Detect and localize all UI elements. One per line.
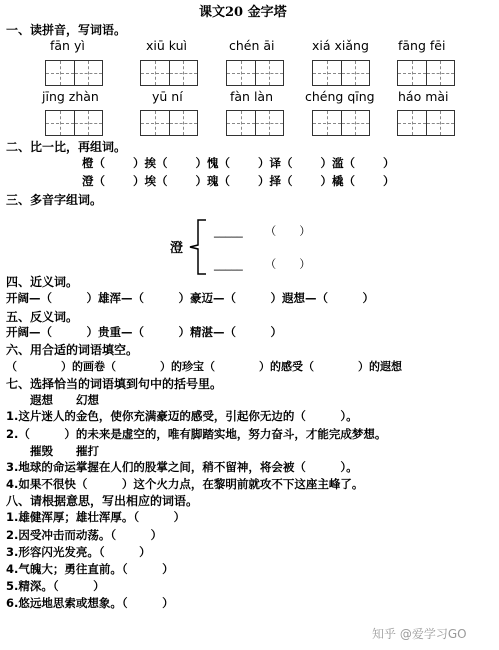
writing-grid[interactable]	[397, 60, 455, 86]
writing-grid[interactable]	[226, 60, 284, 86]
pinyin: chéng qīng	[305, 89, 375, 104]
definition-item: 6.悠远地思索或想象。（ ）	[6, 596, 174, 610]
writing-grid[interactable]	[397, 110, 455, 136]
definition-item: 4.气魄大；勇往直前。（ ）	[6, 562, 174, 576]
compare-cell: ）	[383, 174, 395, 188]
fill-line: （ ）的画卷（ ）的珍宝（ ）的感受（ ）的遐想	[6, 360, 402, 373]
pinyin: xiū kuì	[146, 38, 188, 53]
section-8-heading: 八、请根据意思，写出相应的词语。	[6, 494, 199, 508]
polyphone-line-1	[214, 226, 311, 238]
compare-cell: 橙（	[82, 156, 105, 170]
pinyin: fàn làn	[230, 89, 274, 104]
section-4-heading: 四、近义词。	[6, 275, 79, 289]
pinyin: yū ní	[152, 89, 183, 104]
writing-grid[interactable]	[140, 60, 198, 86]
polyphone-char: 澄	[170, 241, 184, 256]
compare-cell: ）	[383, 156, 395, 170]
section-2-heading: 二、比一比，再组词。	[6, 140, 127, 154]
compare-cell: ）橇（	[320, 174, 355, 188]
pinyin: xiá xiǎng	[312, 38, 369, 53]
polyphone-paren[interactable]: （ ）	[264, 224, 311, 238]
word-choices-2: 摧毁 摧打	[30, 444, 99, 458]
compare-row-1	[82, 158, 395, 170]
compare-cell: ）择（	[258, 174, 293, 188]
watermark: 知乎 @爱学习GO	[372, 627, 467, 641]
section-1-heading: 一、读拼音，写词语。	[6, 23, 127, 37]
definition-item: 2.因受冲击而动荡。（ ）	[6, 528, 163, 542]
compare-cell: ）滥（	[320, 156, 355, 170]
antonyms-line: 开阔—（ ）贵重—（ ）精湛—（ ）	[6, 325, 282, 339]
polyphone-line-2	[214, 259, 311, 271]
question-2: 2.（ ）的未来是虚空的，唯有脚踏实地，努力奋斗，才能完成梦想。	[6, 427, 387, 441]
pinyin: fāng fēi	[398, 38, 446, 53]
page-title: 课文20 金字塔	[199, 5, 287, 20]
pinyin: jīng zhàn	[42, 89, 99, 104]
pinyin: fān yì	[50, 38, 85, 53]
compare-row-2	[82, 176, 395, 188]
definition-item: 1.雄健浑厚；雄壮浑厚。（ ）	[6, 510, 186, 524]
polyphone-paren[interactable]: （ ）	[264, 257, 311, 271]
section-3-heading: 三、多音字组词。	[6, 193, 103, 207]
polyphone-blank[interactable]: _____	[214, 224, 243, 238]
word-choices-1: 遐想 幻想	[30, 393, 99, 407]
section-5-heading: 五、反义词。	[6, 310, 79, 324]
compare-cell: ）瑰（	[195, 174, 230, 188]
compare-cell: ）埃（	[133, 174, 168, 188]
question-4: 4.如果不很快（ ）这个火力点，在黎明前就攻不下这座主峰了。	[6, 477, 364, 491]
writing-grid[interactable]	[312, 60, 370, 86]
compare-cell: ）挨（	[133, 156, 168, 170]
writing-grid[interactable]	[312, 110, 370, 136]
definition-item: 5.精深。（ ）	[6, 579, 105, 593]
writing-grid[interactable]	[226, 110, 284, 136]
pinyin: chén āi	[229, 38, 275, 53]
polyphone-blank[interactable]: _____	[214, 257, 243, 271]
writing-grid[interactable]	[45, 110, 103, 136]
synonyms-line: 开阔—（ ）雄浑—（ ）豪迈—（ ）遐想—（ ）	[6, 291, 374, 305]
brace-icon	[188, 218, 208, 276]
definition-item: 3.形容闪光发亮。（ ）	[6, 545, 151, 559]
section-7-heading: 七、选择恰当的词语填到句中的括号里。	[6, 377, 223, 391]
writing-grid[interactable]	[45, 60, 103, 86]
compare-cell: 澄（	[82, 174, 105, 188]
pinyin: háo mài	[398, 89, 449, 104]
question-3: 3.地球的命运掌握在人们的股掌之间，稍不留神，将会被（ ）。	[6, 460, 358, 474]
section-6-heading: 六、用合适的词语填空。	[6, 343, 139, 357]
compare-cell: ）译（	[258, 156, 293, 170]
question-1: 1.这片迷人的金色，使你充满豪迈的感受，引起你无边的（ ）。	[6, 409, 358, 423]
writing-grid[interactable]	[140, 110, 198, 136]
compare-cell: ）愧（	[195, 156, 230, 170]
